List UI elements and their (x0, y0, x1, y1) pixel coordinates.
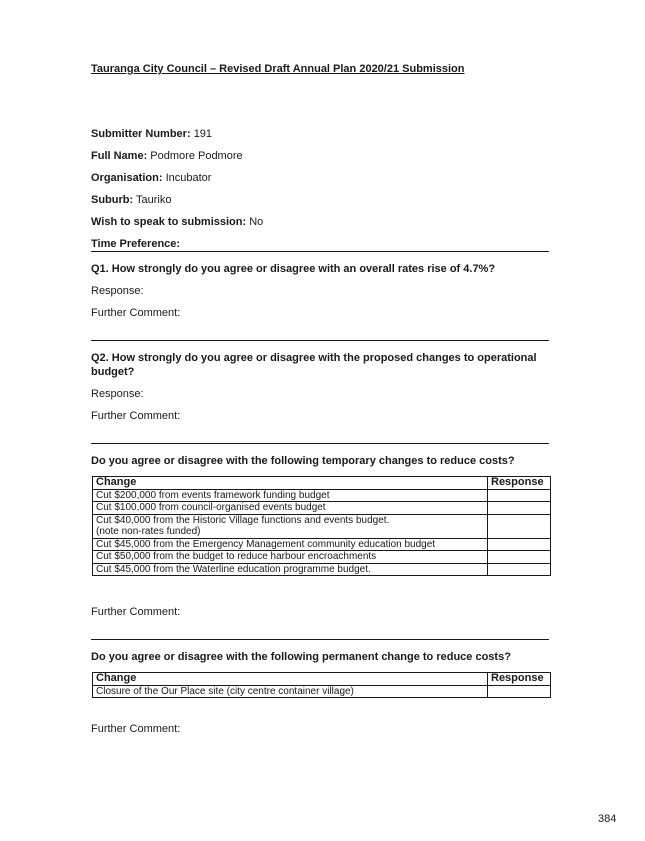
change-cell: Cut $45,000 from the Emergency Management community education budget (93, 538, 488, 551)
divider (91, 443, 549, 444)
change-cell: Cut $200,000 from events framework funding budget (93, 489, 488, 502)
response-cell (488, 538, 551, 551)
permanent-changes-table (92, 672, 551, 698)
temporary-comment-label: Further Comment: (91, 606, 181, 618)
q2-comment-label: Further Comment: (91, 410, 181, 422)
field-submitter-number (91, 128, 212, 140)
response-cell (488, 489, 551, 502)
field-time-preference (91, 238, 180, 250)
change-cell: Cut $50,000 from the budget to reduce harbour encroachments (93, 551, 488, 564)
change-cell (93, 514, 488, 538)
field-full-name (91, 150, 243, 162)
table-row (93, 502, 551, 515)
field-value: 191 (193, 128, 213, 140)
divider (91, 251, 549, 252)
page-number: 384 (598, 813, 617, 825)
field-label: Organisation: (91, 172, 163, 184)
q2-question: Q2. How strongly do you agree or disagree with the proposed changes to operational budget? (91, 352, 537, 378)
table-row (93, 551, 551, 564)
response-cell (488, 563, 551, 576)
field-value: Incubator (165, 172, 212, 184)
table-header-row (93, 673, 551, 686)
q2-response-label: Response: (91, 388, 144, 400)
table-row (93, 685, 551, 698)
temporary-changes-table (92, 476, 551, 576)
temporary-question: Do you agree or disagree with the following temporary changes to reduce costs? (91, 455, 515, 467)
divider (91, 639, 549, 640)
divider (91, 340, 549, 341)
change-text: Cut $40,000 from the Historic Village functions and events budget. (96, 514, 390, 526)
field-wish-to-speak (91, 216, 263, 228)
response-cell (488, 514, 551, 538)
document-title: Tauranga City Council – Revised Draft Annual Plan 2020/21 Submission (91, 63, 465, 75)
field-label: Full Name: (91, 150, 148, 162)
response-cell (488, 685, 551, 698)
permanent-comment-label: Further Comment: (91, 723, 181, 735)
change-cell: Cut $100,000 from council-organised events budget (93, 502, 488, 515)
q1-comment-label: Further Comment: (91, 307, 181, 319)
field-label: Time Preference: (91, 238, 181, 250)
field-value: No (249, 216, 264, 228)
q1-question: Q1. How strongly do you agree or disagree with an overall rates rise of 4.7%? (91, 263, 496, 275)
table-row (93, 514, 551, 538)
response-cell (488, 502, 551, 515)
field-value: Podmore Podmore (150, 150, 243, 162)
field-suburb (91, 194, 172, 206)
header-response: Response (488, 477, 551, 490)
change-cell: Cut $45,000 from the Waterline education programme budget. (93, 563, 488, 576)
header-change: Change (93, 673, 488, 686)
header-change: Change (93, 477, 488, 490)
field-label: Submitter Number: (91, 128, 191, 140)
table-row (93, 538, 551, 551)
table-row (93, 563, 551, 576)
table-row (93, 489, 551, 502)
field-label: Wish to speak to submission: (91, 216, 247, 228)
field-label: Suburb: (91, 194, 134, 206)
change-note: (note non-rates funded) (96, 526, 201, 537)
field-value: Tauriko (136, 194, 172, 206)
header-response: Response (488, 673, 551, 686)
field-organisation (91, 172, 211, 184)
permanent-question: Do you agree or disagree with the following permanent change to reduce costs? (91, 651, 511, 663)
q1-response-label: Response: (91, 285, 144, 297)
response-cell (488, 551, 551, 564)
change-cell: Closure of the Our Place site (city centre container village) (93, 685, 488, 698)
table-header-row (93, 477, 551, 490)
